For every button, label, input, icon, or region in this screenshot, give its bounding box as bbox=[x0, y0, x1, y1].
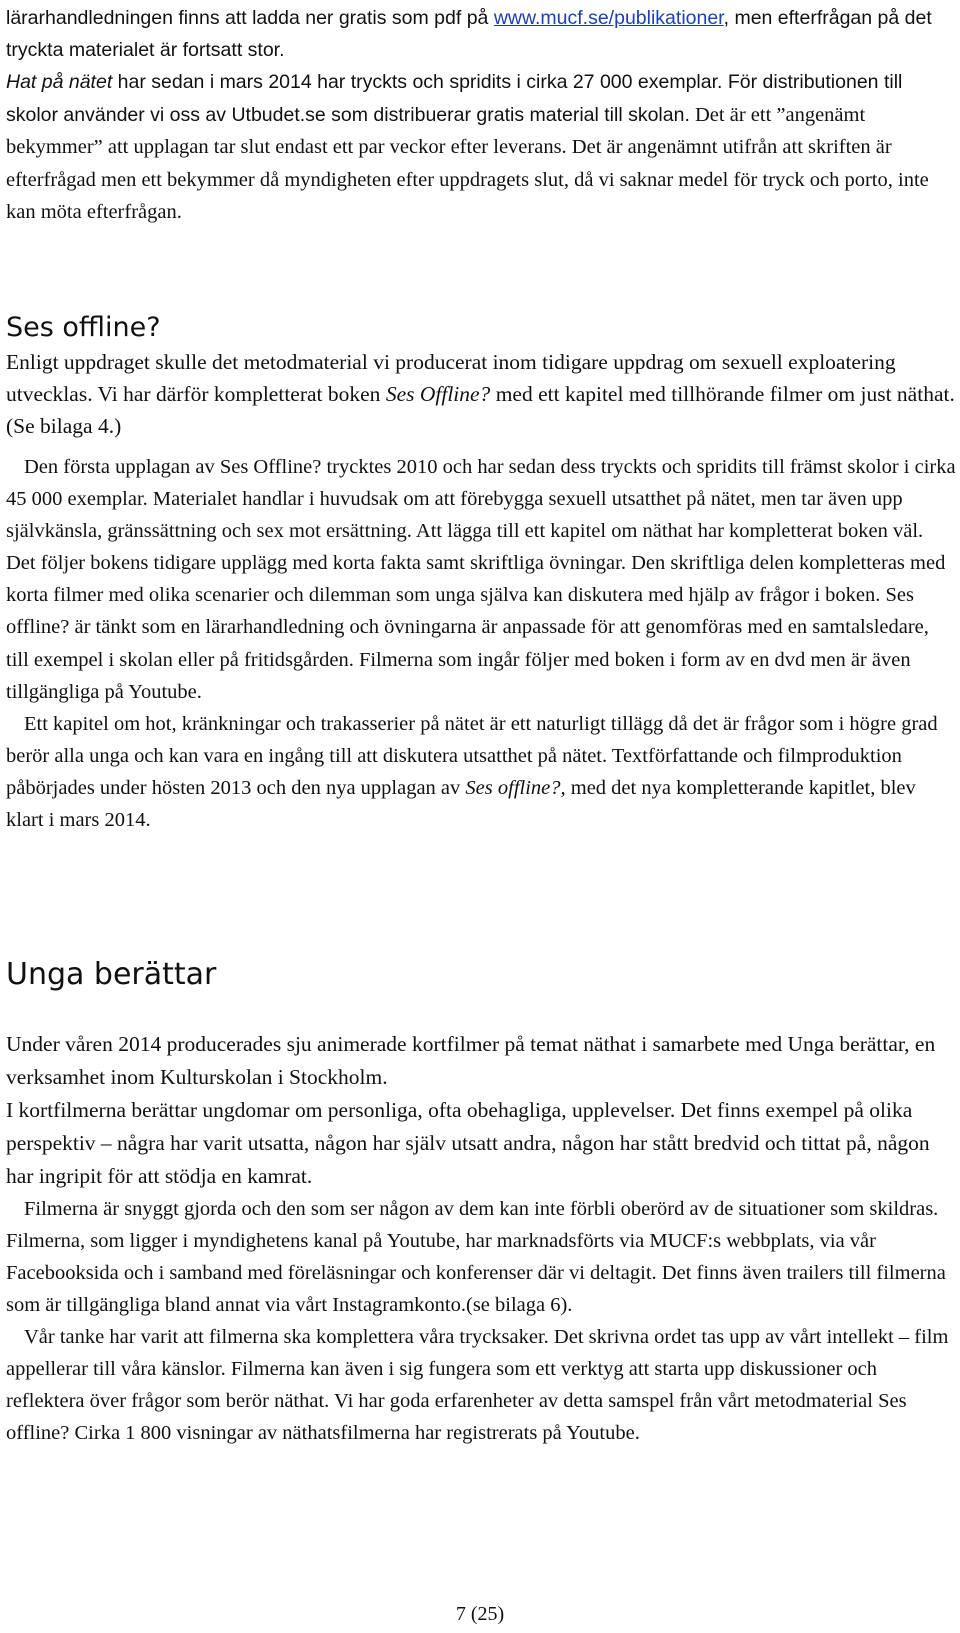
ses-offline-paragraph-3 bbox=[6, 708, 956, 836]
intro-paragraph-2 bbox=[6, 66, 956, 229]
intro-paragraph-1 bbox=[6, 2, 956, 66]
page-number: 7 (25) bbox=[455, 1603, 505, 1625]
publications-link[interactable]: www.mucf.se/publikationer bbox=[493, 7, 724, 29]
ses-offline-text-2: med ett kapitel med tillhörande filmer om just näthat. (Se bilaga 4.) bbox=[6, 382, 955, 438]
ses-offline-text-4: med det nya kompletterande kapitlet, blev klart i mars 2014. bbox=[6, 776, 916, 832]
intro-text-3: har sedan i mars 2014 har tryckts och spridits i cirka 27 000 exemplar. För distributionen till skolor använder vi oss av Utbudet.se som distribuerar gratis material till skolan. bbox=[6, 71, 903, 126]
section-heading-unga-berattar: Unga berättar bbox=[6, 957, 217, 992]
ses-offline-paragraph-1 bbox=[6, 346, 956, 442]
intro-text-1: lärarhandledningen finns att ladda ner gratis som pdf på bbox=[6, 7, 494, 29]
unga-berattar-paragraph-1: Under våren 2014 producerades sju animerade kortfilmer på temat näthat i samarbete med Unga berättar, en verksamhet inom Kulturskolan i Stockholm. bbox=[6, 1032, 936, 1089]
book-title-ses-offline: Ses Offline? bbox=[385, 382, 491, 406]
ses-offline-body-2 bbox=[6, 451, 956, 836]
unga-berattar-paragraph-3: Filmerna är snyggt gjorda och den som ser någon av dem kan inte förbli oberörd av de situationer som skildras. Filmerna, som ligger i myndighetens kanal på Youtube, har marknadsförts via MUCF:s webbplats, via vår Facebooksida och i samband med föreläsningar och konferenser där vi deltagit. Det finns även trailers till filmerna som är tillgängliga bland annat via vårt Instagramkonto.(se bilaga 6). bbox=[6, 1198, 946, 1316]
unga-berattar-paragraph-2: I kortfilmerna berättar ungdomar om personliga, ofta obehagliga, upplevelser. Det finns exempel på olika perspektiv – några har varit utsatta, någon har själv utsatt andra, någon har stått bredvid och tittat på, någon har ingripit för att stödja en kamrat. bbox=[6, 1098, 930, 1188]
intro-text-4: Det är ett ”angenämt bekymmer” att upplagan tar slut endast ett par veckor efter leverans. Det är angenämnt utifrån att skriften är efterfrågad men ett bekymmer då myndigheten efter uppdragets slut, då vi saknar medel för tryck och porto, inte kan möta efterfrågan. bbox=[6, 103, 929, 223]
unga-berattar-paragraph-4: Vår tanke har varit att filmerna ska komplettera våra trycksaker. Det skrivna ordet tas upp av vårt intellekt – film appellerar till våra känslor. Filmerna kan även i sig fungera som ett verktyg att starta upp diskussioner och reflektera över frågor som berör näthat. Vi har goda erfarenheter av detta samspel från vårt metodmaterial Ses offline? Cirka 1 800 visningar av näthatsfilmerna har registrerats på Youtube. bbox=[6, 1326, 949, 1444]
ses-offline-paragraph-2: Den första upplagan av Ses Offline? trycktes 2010 och har sedan dess tryckts och spridits till främst skolor i cirka 45 000 exemplar. Materialet handlar i huvudsak om att förebygga sexuell utsatthet på nätet, men tar även upp självkänsla, gränssättning och sex mot ersättning. Att lägga till ett kapitel om näthat har kompletterat boken väl. Det följer bokens tidigare upplägg med korta fakta samt skriftliga övningar. Den skriftliga delen kompletteras med korta filmer med olika scenarier och dilemman som unga själva kan diskutera med hjälp av frågor i boken. Ses offline? är tänkt som en lärarhandledning och övningarna är anpassade för att genomföras med en samtalsledare, till exempel i skolan eller på fritidsgården. Filmerna som ingår följer med boken i form av en dvd men är även tillgängliga på Youtube. bbox=[6, 456, 956, 703]
book-title-hat: Hat på nätet bbox=[6, 71, 113, 93]
ses-offline-body bbox=[6, 346, 956, 442]
book-title-ses-offline-2: Ses offline?, bbox=[465, 776, 566, 799]
section-heading-ses-offline: Ses offline? bbox=[6, 312, 161, 343]
ses-offline-text-3: Ett kapitel om hot, kränkningar och trakasserier på nätet är ett naturligt tillägg då det är frågor som i högre grad berör alla unga och kan vara en ingång till att diskutera utsatthet på nätet. Textförfattande och filmproduktion påbörjades under hösten 2013 och den nya upplagan av bbox=[6, 712, 938, 799]
intro-block bbox=[6, 2, 956, 229]
ses-offline-text-1: Enligt uppdraget skulle det metodmaterial vi producerat inom tidigare uppdrag om sexuell exploatering utvecklas. Vi har därför kompletterat boken bbox=[6, 350, 896, 406]
unga-berattar-body bbox=[6, 1028, 956, 1449]
intro-text-2: , men efterfrågan på det tryckta materialet är fortsatt stor. bbox=[6, 7, 932, 61]
